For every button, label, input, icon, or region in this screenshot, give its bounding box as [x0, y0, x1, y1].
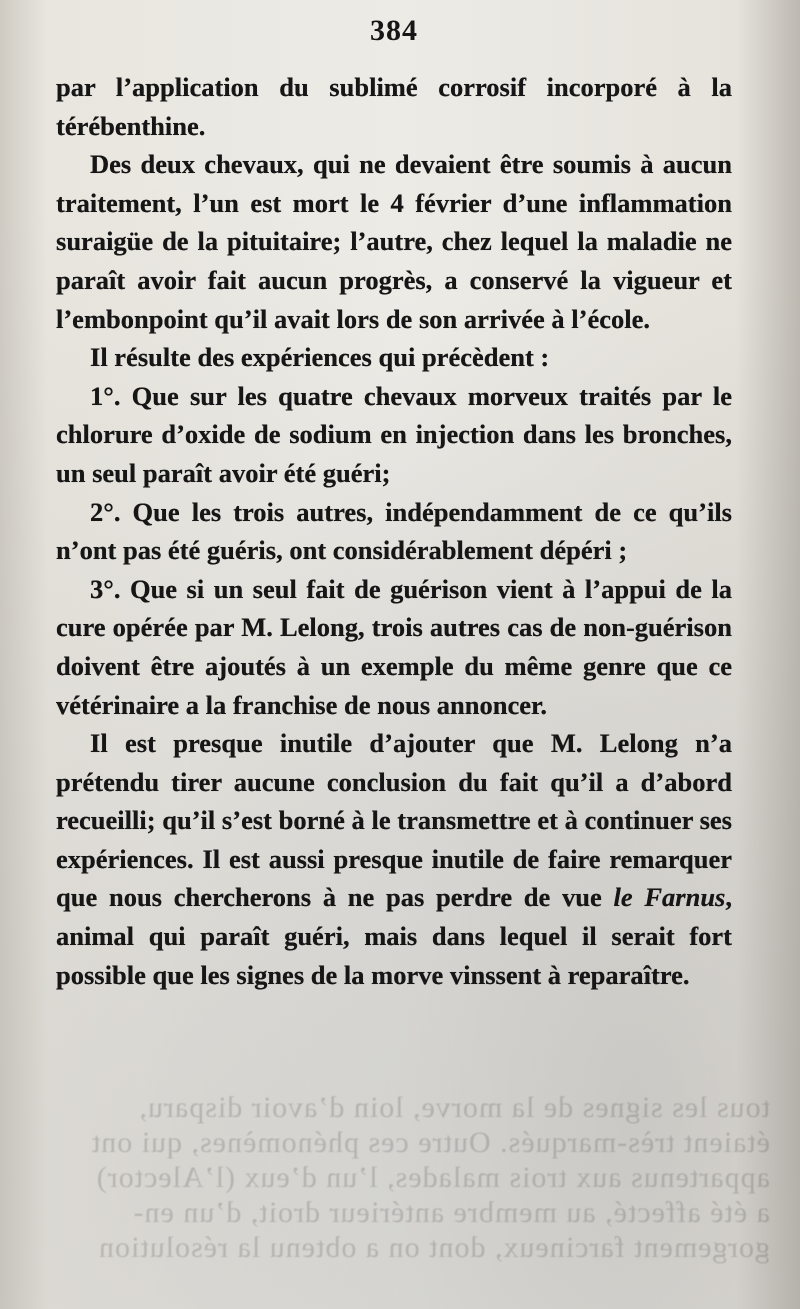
bleed-through-text	[40, 1090, 770, 1269]
horse-name-farnus: le Farnus	[613, 882, 726, 913]
paragraph-result-1: 1°. Que sur les quatre chevaux morveux traités par le chlorure d’oxide de sodium en injection dans les bronches, un seul paraît avoir été guéri;	[56, 380, 732, 488]
paragraph-conclusion	[56, 724, 732, 994]
body-text	[56, 68, 732, 994]
bleed-line: tous les signes de la morve, loin d’avoir disparu,	[138, 1091, 770, 1124]
paragraph-result-3: 3°. Que si un seul fait de guérison vient à l’appui de la cure opérée par M. Lelong, trois autres cas de non-guérison doivent être ajoutés à un exemple du même genre que ce vétérinaire a la franchise de nous annoncer.	[56, 573, 732, 720]
paragraph-two-horses: Des deux chevaux, qui ne devaient être soumis à aucun traitement, l’un est mort le 4 février d’une inflammation suraigüe de la pituitaire; l’autre, chez lequel la maladie ne paraît avoir fait aucun progrès, a conservé la vigueur et l’embonpoint qu’il avait lors de son arrivée à l’école.	[56, 149, 732, 334]
conclusion-text-end: , animal qui paraît guéri, mais dans lequel il serait fort possible que les signes de la morve vinssent à reparaître.	[56, 882, 732, 990]
bleed-line: gorgement farcineux, dont on a obtenu la résolution	[98, 1231, 770, 1264]
paragraph-result-2: 2°. Que les trois autres, indépendamment de ce qu’ils n’ont pas été guéris, ont considérablement dépéri ;	[56, 496, 732, 566]
conclusion-text-start: Il est presque inutile d’ajouter que M. Lelong n’a prétendu tirer aucune conclusion du fait qu’il a d’abord recueilli; qu’il s’est borné à le transmettre et à continuer ses expériences. Il est aussi presque inutile de faire remarquer que nous chercherons à ne pas perdre de vue	[56, 728, 732, 913]
bleed-line: appartenus aux trois malades, l’un d’eux (l’Alector)	[95, 1161, 770, 1194]
paragraph-continuation: par l’application du sublimé corrosif incorporé à la térébenthine.	[56, 72, 732, 141]
paragraph-results-intro: Il résulte des expériences qui précèdent :	[90, 342, 550, 373]
bleed-line: étaient très-marqués. Outre ces phénomènes, qui ont	[90, 1126, 770, 1159]
bleed-line: a été affecté, au membre antérieur droit, d’un en-	[132, 1196, 770, 1229]
page-number: 384	[370, 14, 418, 47]
